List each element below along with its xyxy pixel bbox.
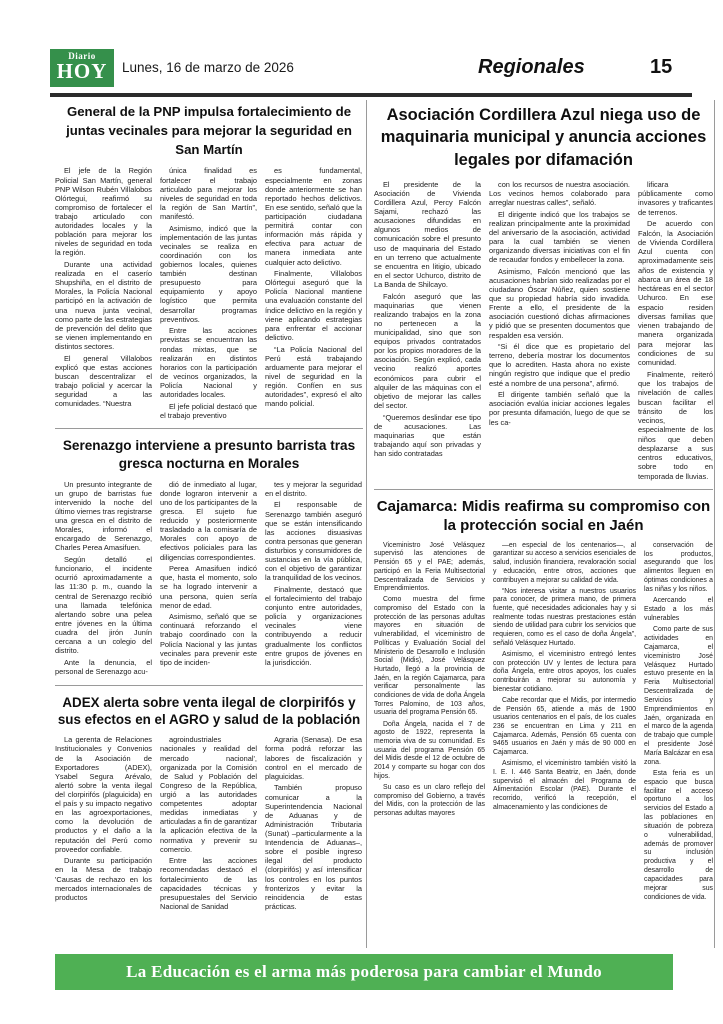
- paragraph: Falcón aseguró que las maquinarias que vienen realizando trabajos en la zona no pertenecen a la municipalidad, sino que son equipos privados contratados por los propios moradores de la asociación. Según explicó, cada vecino realizó aportes económicos para cubrir el alquiler de las máquinas con el objetivo de mejorar las calles del sector.: [374, 291, 481, 410]
- paragraph: Doña Ángela, nacida el 7 de agosto de 1922, representa la memoria viva de su comunidad. Es usuaria del programa Pensión 65 del Midis desde el 12 de octubre de 2014 y comparte su hogar con dos hijos.: [374, 720, 485, 780]
- diario-hoy-logo: [50, 49, 114, 87]
- article-title: ADEX alerta sobre venta ilegal de clorpirifós y sus efectos en el AGRO y salud de la población: [57, 694, 361, 727]
- paragraph: Asimismo, indicó que la implementación de las juntas vecinales se realiza en coordinación con los gobiernos locales, quienes también destinan presupuesto para equipamiento y apoyo logístico que permita desarrollar programas preventivos.: [160, 223, 257, 324]
- article-body: [374, 180, 713, 484]
- article-column: [160, 480, 257, 679]
- paragraph: Ante la denuncia, el personal de Serenazgo acu-: [55, 657, 152, 676]
- paragraph: Asimismo, Falcón mencionó que las acusaciones habrían sido realizadas por el ciudadano Óscar Núñez, quien sostiene que su propiedad habría sido invadida. Frente a ello, el presidente de la asociación cuestionó dichas afirmaciones y pidió que se presenten documentos que respalden esa versión.: [489, 266, 630, 340]
- paragraph: Asimismo, señaló que se continuará reforzando el trabajo coordinado con la Policía Nacional y las juntas vecinales para prevenir este tipo de inciden-: [160, 612, 257, 667]
- paragraph: Entre las acciones recomendadas destacó el fortalecimiento de las capacidades técnicas y presupuestales del Servicio Nacional de Sanidad: [160, 856, 257, 911]
- footer-banner: [55, 954, 673, 990]
- right-column-block: [374, 100, 713, 905]
- article-column: [265, 735, 362, 913]
- article-column: [644, 542, 713, 905]
- article-column: [374, 180, 481, 484]
- paragraph: Un presunto integrante de un grupo de barristas fue intervenido la noche del último viernes tras registrarse una gresca en el distrito de Morales, informó el encargado de Serenazgo, Charles Perea Amasifuen.: [55, 479, 152, 553]
- article-cordillera-azul: [374, 100, 713, 483]
- article-column: [265, 166, 362, 422]
- article-separator: [55, 428, 363, 429]
- section-label: Regionales: [478, 56, 585, 78]
- article-column: [160, 166, 257, 422]
- article-pnp-juntas-vecinales: [55, 100, 363, 422]
- paragraph: También propuso comunicar a la Superintendencia Nacional de Aduanas y de Administración Tributaria (Sunat) –particularmente a la Intendencia de Aduanas–, sobre el posible ingreso ilegal del producto (clorpirifós) y así intensificar los controles en los puntos fronterizos y evitar la reincidencia de estas prácticas.: [265, 783, 362, 911]
- paragraph: —en especial de los centenarios—, al garantizar su acceso a servicios esenciales de salud, inclusión financiera, revaloración social y educación, entre otros, acciones que contribuyen a mejorar su calidad de vida.: [493, 541, 636, 584]
- paragraph: conservación de los productos, asegurando que los alimentos lleguen en óptimas condiciones a las niñas y los niños.: [644, 541, 713, 593]
- paragraph: agroindustriales nacionales y realidad del mercado nacional', organizada por la Comisión de Salud y Población del Congreso de la República, urgió a las autoridades competentes adoptar medidas inmediatas y articuladas a fin de garantizar la aplicación efectiva de la normativa y prevenir su comercio.: [160, 735, 257, 854]
- paragraph: Como muestra del firme compromiso del Estado con la protección de las personas adultas mayores en situación de vulnerabilidad, el viceministro de Políticas y Evaluación Social del Ministerio de Desarrollo e Inclusión Social (Midis), José Velásquez Hurtado, llegó a la provincia de Jaén, en la región Cajamarca, para verificar personalmente las condiciones de vida de doña Ángela Torres Palomino, de 103 años, usuaria del programa Pensión 65.: [374, 596, 485, 717]
- logo-main-text: HOY: [56, 59, 108, 83]
- article-body: [55, 735, 363, 913]
- article-column: [55, 735, 152, 913]
- paragraph: Viceministro José Velásquez supervisó las atenciones de Pensión 65 y el PAE; además, participó en la Feria Multisectorial Descentralizada de Servicios y Emprendimientos.: [374, 541, 485, 593]
- article-title: General de la PNP impulsa fortalecimiento de juntas vecinales para mejorar la seguridad en San Martín: [66, 104, 352, 158]
- paragraph: Finalmente, reiteró que los trabajos de nivelación de calles buscan facilitar el tránsito de los vecinos, especialmente de los niños que deben desplazarse a sus centros educativos, sobre todo en temporada de lluvias.: [638, 369, 713, 481]
- paragraph: “Si él dice que es propietario del terreno, debería mostrar los documentos que lo acrediten. Hasta ahora no existe ningún registro que indique que el predio esté a nombre de una persona”, afirmó.: [489, 342, 630, 388]
- article-title: Asociación Cordillera Azul niega uso de maquinaria municipal y anuncia acciones legales por difamación: [380, 106, 707, 169]
- logo-top-text: Diario: [68, 51, 96, 61]
- paragraph: El general Villalobos explicó que estas acciones buscan descentralizar el trabajo policial y acercar la seguridad a las comunidades. “Nuestra: [55, 353, 152, 409]
- article-column: [489, 180, 630, 484]
- article-column: [638, 180, 713, 484]
- paragraph: De acuerdo con Falcón, la Asociación de Vivienda Cordillera Azul cuenta con aproximadamente seis años de existencia y abarca un área de 18 hectáreas en el sector Uchurco. En ese espacio residen diversas familias que vienen trabajando de manera organizada para mejorar las condiciones de su comunidad.: [638, 219, 713, 368]
- paragraph: Esta feria es un espacio que busca facilitar el acceso oportuno a los servicios del Estado a las poblaciones en situación de pobreza o vulnerabilidad, además de promover su inclusión productiva y el desarrollo de capacidades para mejorar sus condiciones de vida.: [644, 770, 713, 901]
- article-separator: [374, 489, 713, 490]
- article-body: [374, 542, 713, 905]
- article-serenazgo-morales: [55, 433, 363, 678]
- center-column-divider: [366, 100, 367, 948]
- paragraph: Agraria (Senasa). De esa forma podrá reforzar las labores de fiscalización y control en el mercado de plaguicidas.: [265, 735, 362, 781]
- paragraph: Su caso es un claro reflejo del compromiso del Gobierno, a través del Midis, con la protección de las personas adultas mayores: [374, 783, 485, 817]
- article-body: [55, 166, 363, 422]
- paragraph: El responsable de Serenazgo también aseguró que se están intensificando las acciones disuasivas contra personas que generan disturbios y consumidores de sustancias en la vía pública, con el objetivo de garantizar la tranquilidad de los vecinos.: [265, 500, 362, 583]
- paragraph: Según detalló el funcionario, el incidente ocurrió aproximadamente a las 11:30 p. m., cuando la central de Serenazgo recibió una llamada telefónica alertando sobre una pelea entre jóvenes en la última cuadra del jirón Junín cercana a un colegio del distrito.: [55, 555, 152, 656]
- header-rule: [50, 93, 692, 97]
- article-column: [265, 480, 362, 679]
- issue-date: Lunes, 16 de marzo de 2026: [122, 60, 294, 75]
- paragraph: Perea Amasifuen indicó que, hasta el momento, solo se ha logrado intervenir a una persona, quien sería menor de edad.: [160, 564, 257, 610]
- paragraph: Durante su participación en la Mesa de trabajo 'Causas de rechazo en los mercados internacionales de productos: [55, 856, 152, 902]
- paragraph: única finalidad es fortalecer el trabajo articulado para mejorar los niveles de seguridad en toda la región de San Martín”, manifestó.: [160, 166, 257, 221]
- paragraph: Como parte de sus actividades en Cajamarca, el viceministro José Velásquez Hurtado estuvo presente en la Feria Multisectorial Descentralizada de Servicios y Emprendimientos en Jaén, organizada en el marco de la agenda de trabajo que cumple el presidente José María Balcázar en esa zona.: [644, 626, 713, 766]
- article-body: [55, 480, 363, 679]
- page-number: 15: [650, 56, 673, 78]
- paragraph: Acercando el Estado a los más vulnerables: [644, 597, 713, 622]
- article-column: [55, 480, 152, 679]
- article-column: [160, 735, 257, 913]
- paragraph: dió de inmediato al lugar, donde lograron intervenir a uno de los participantes de la gresca. El sujeto fue reducido y posteriormente trasladado a la comisaría de Morales con apoyo de efectivos policiales para las diligencias correspondientes.: [160, 479, 257, 562]
- paragraph: La gerenta de Relaciones Institucionales y Convenios de la Asociación de Exportadores (ADEX), Ysabel Segura Arévalo, alertó sobre la venta ilegal del clorpirifós (plaguicida) en el país y su impacto negativo en las agroexportaciones, como la devolución de productos y el daño a la reputación del Perú como proveedor confiable.: [55, 735, 152, 854]
- paragraph: Asimismo, el viceministro entregó lentes con protección UV y lentes de lectura para doña Ángela, entre otros apoyos, los cuales contribuirán a mejorar su autonomía y bienestar cotidiano.: [493, 651, 636, 693]
- paragraph: Durante una actividad realizada en el caserío Shupshiña, en el distrito de Morales, la Policía Nacional participó en la activación de una nueva junta vecinal, como parte de las estrategias de prevención del delito que se vienen implementando en distintos sectores.: [55, 260, 152, 351]
- paragraph: “La Policía Nacional del Perú está trabajando arduamente para mejorar el nivel de seguridad en la región. Confíen en sus autoridades”, expresó el alto mando policial.: [265, 344, 362, 409]
- article-column: [374, 542, 485, 905]
- paragraph: lificara públicamente como invasores y traficantes de terrenos.: [638, 179, 713, 217]
- paragraph: El dirigente indicó que los trabajos se realizan principalmente ante la proximidad del aniversario de la asociación, actividad para la cual también se vienen organizando diversas iniciativas con el fin de recaudar fondos y embellecer la zona.: [489, 209, 630, 265]
- paragraph: El jefe de la Región Policial San Martín, general PNP Wilson Rubén Villalobos Olórtegui, reafirmó su compromiso de fortalecer el trabajo articulado con autoridades locales y la población para mejorar los niveles de seguridad en toda la región.: [55, 166, 152, 258]
- article-title: Cajamarca: Midis reafirma su compromiso con la protección social en Jaén: [376, 498, 711, 535]
- paragraph: Entre las acciones previstas se encuentran las rondas mixtas, que se realizarán en distintos horarios con la participación de vecinos organizados, la Policía Nacional y autoridades locales.: [160, 326, 257, 400]
- paragraph: Cabe recordar que el Midis, por intermedio de Pensión 65, atiende a más de 1900 usuarios centenarios en el país, de los cuales 236 se encuentran en Lima y 211 en Cajamarca. Además, Pensión 65 cuenta con 9465 usuarios en Jaén y más de 90 000 en Cajamarca.: [493, 696, 636, 757]
- article-separator: [55, 685, 363, 686]
- paragraph: “Nos interesa visitar a nuestros usuarios para conocer, de primera mano, de primera fuente, qué necesidades adicionales hay y si realmente todas nuestras prestaciones están siendo de utilidad para cubrir los servicios que requieren, como es el caso de doña Ángela”, señaló Velásquez Hurtado.: [493, 587, 636, 647]
- footer-slogan: La Educación es el arma más poderosa para cambiar el Mundo: [126, 962, 602, 981]
- right-edge-rule: [714, 100, 715, 948]
- article-cajamarca-midis: [374, 494, 713, 905]
- paragraph: Finalmente, destacó que el fortalecimiento del trabajo conjunto entre autoridades, policía y organizaciones vecinales viene contribuyendo a reducir gradualmente los conflictos entre grupos de jóvenes en la jurisdicción.: [265, 584, 362, 667]
- paragraph: El presidente de la Asociación de Vivienda Cordillera Azul, Percy Falcón Sajami, rechazó las acusaciones difundidas en algunos medios de comunicación sobre el presunto uso de maquinaria del Estado en un terreno que actualmente se encuentra en litigio, ubicado en el sector Uchurco, distrito de La Banda de Shilcayo.: [374, 179, 481, 289]
- article-column: [493, 542, 636, 905]
- article-column: [55, 166, 152, 422]
- paragraph: El dirigente también señaló que la asociación evalúa iniciar acciones legales por presunta difamación, luego de que se les ca-: [489, 390, 630, 427]
- paragraph: El jefe policial destacó que el trabajo preventivo: [160, 401, 257, 420]
- paragraph: Asimismo, el viceministro también visitó la I. E. I. 446 Santa Beatriz, en Jaén, donde supervisó el almacén del Programa de Alimentación Escolar (PAE). Durante el recorrido, verificó la recepción, el almacenamiento y las condiciones de: [493, 760, 636, 811]
- paragraph: es fundamental, especialmente en zonas donde anteriormente se han reportado hechos delictivos. En ese sentido, señaló que la participación ciudadana permitirá contar con información más rápida y efectiva para actuar de manera inmediata ante cualquier acto delictivo.: [265, 166, 362, 267]
- paragraph: tes y mejorar la seguridad en el distrito.: [265, 479, 362, 498]
- left-column-block: [55, 100, 363, 913]
- article-adex-clorpirifos: [55, 690, 363, 914]
- paragraph: con los recursos de nuestra asociación. Los vecinos hemos colaborado para arreglar nuestras calles”, señaló.: [489, 179, 630, 208]
- paragraph: “Queremos deslindar ese tipo de acusaciones. Las maquinarias que están trabajando aquí son privadas y han sido contratadas: [374, 412, 481, 458]
- paragraph: Finalmente, Villalobos Olórtegui aseguró que la Policía Nacional mantiene una evaluación constante del índice delictivo en la región y viene aplicando estrategias para enfrentar el accionar delictivo.: [265, 269, 362, 342]
- article-title: Serenazgo interviene a presunto barrista tras gresca nocturna en Morales: [62, 438, 356, 472]
